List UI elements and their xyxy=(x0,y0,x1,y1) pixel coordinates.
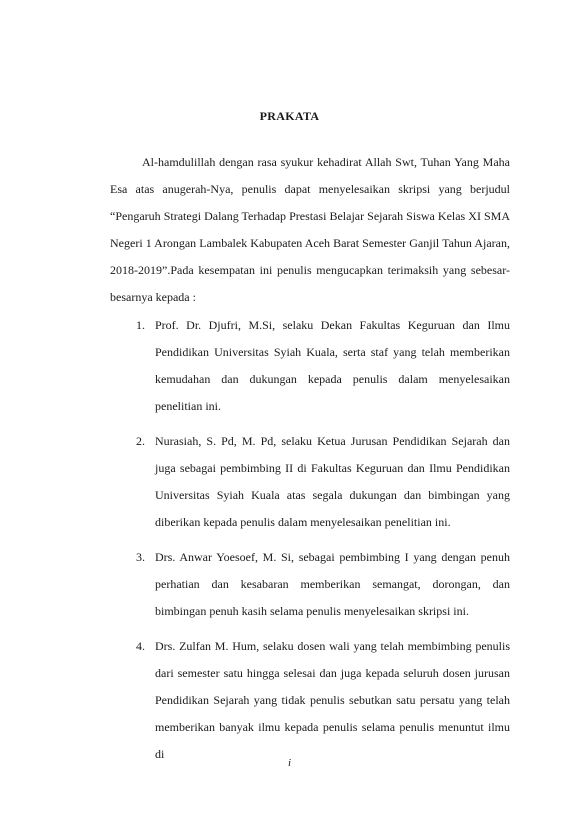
list-item-number: 1. xyxy=(136,318,145,332)
list-item-text: Nurasiah, S. Pd, M. Pd, selaku Ketua Jurusan Pendidikan Sejarah dan juga sebagai pembimbing II di Fakultas Keguruan dan Ilmu Pendidikan Universitas Syiah Kuala atas segala dukungan dan bimbingan yang diberikan kepada penulis dalam menyelesaikan penelitian ini. xyxy=(155,434,510,529)
list-item xyxy=(110,544,510,633)
list-item xyxy=(110,633,510,776)
acknowledgement-list xyxy=(110,312,510,776)
list-item-number: 3. xyxy=(136,550,145,564)
list-item-text: Prof. Dr. Djufri, M.Si, selaku Dekan Fakultas Keguruan dan Ilmu Pendidikan Universitas Syiah Kuala, serta staf yang telah memberikan kemudahan dan dukungan kepada penulis dalam menyelesaikan penelitian ini. xyxy=(155,318,510,413)
page-number: i xyxy=(287,757,292,769)
list-item xyxy=(110,428,510,544)
list-item xyxy=(110,312,510,428)
list-item-text: Drs. Zulfan M. Hum, selaku dosen wali yang telah membimbing penulis dari semester satu hingga selesai dan juga kepada seluruh dosen jurusan Pendidikan Sejarah yang tidak penulis sebutkan satu persatu yang telah memberikan banyak ilmu kepada penulis selama penulis menuntut ilmu di xyxy=(155,639,510,761)
list-item-number: 4. xyxy=(136,639,145,653)
page-title: PRAKATA xyxy=(259,109,320,123)
list-item-text: Drs. Anwar Yoesoef, M. Si, sebagai pembimbing I yang dengan penuh perhatian dan kesabaran memberikan semangat, dorongan, dan bimbingan penuh kasih selama penulis menyelesaikan skripsi ini. xyxy=(155,550,510,618)
intro-paragraph: Al-hamdulillah dengan rasa syukur kehadirat Allah Swt, Tuhan Yang Maha Esa atas anugerah-Nya, penulis dapat menyelesaikan skripsi yang berjudul “Pengaruh Strategi Dalang Terhadap Prestasi Belajar Sejarah Siswa Kelas XI SMA Negeri 1 Arongan Lambalek Kabupaten Aceh Barat Semester Ganjil Tahun Ajaran, 2018-2019”.Pada kesempatan ini penulis mengucapkan terimaksih yang sebesar-besarnya kepada : xyxy=(110,155,510,304)
list-item-number: 2. xyxy=(136,434,145,448)
